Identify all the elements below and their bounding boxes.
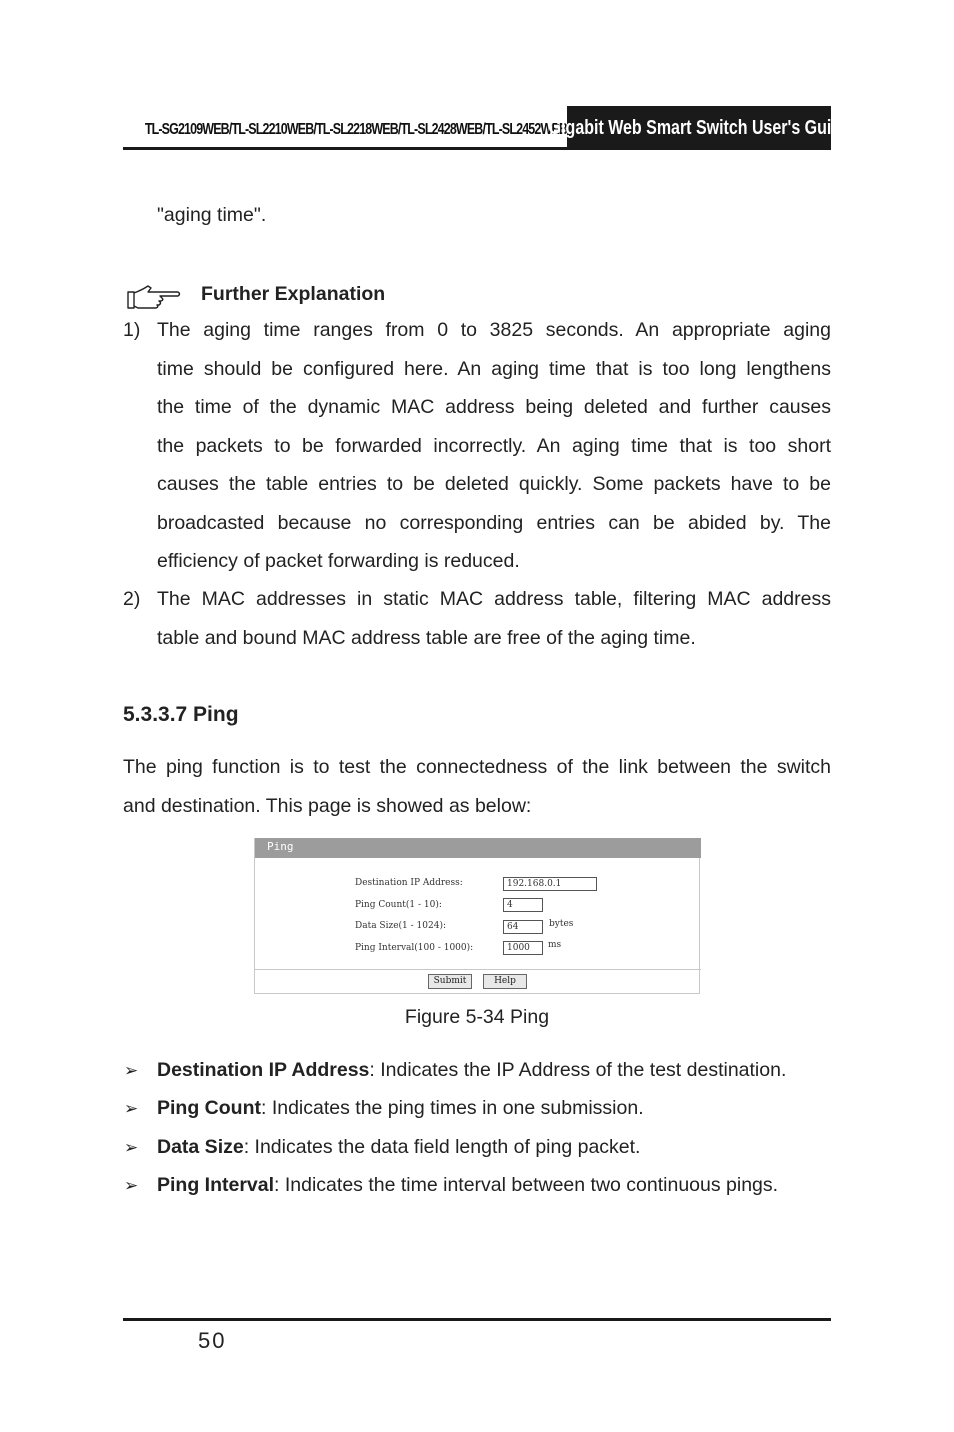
figure-caption: Figure 5-34 Ping [404, 1006, 550, 1028]
paragraph-line: broadcasted because no corresponding entries can be abided by. The [157, 511, 831, 534]
panel-divider [255, 969, 701, 970]
data-size-input[interactable]: 64 [503, 920, 543, 934]
paragraph-line: The MAC addresses in static MAC address table, filtering MAC address [157, 588, 831, 610]
pointing-hand-icon [124, 282, 182, 312]
ping-count-label: Ping Count(1 - 10): [355, 900, 442, 910]
ping-screenshot-figure [254, 838, 700, 994]
paragraph-line: The aging time ranges from 0 to 3825 seconds. An appropriate aging [157, 319, 831, 341]
arrow-bullet-icon: ➢ [124, 1061, 139, 1080]
submit-button[interactable]: Submit [428, 974, 472, 989]
explanation-paragraph-1 [157, 311, 831, 581]
arrow-bullet-icon: ➢ [124, 1176, 139, 1195]
bullet-description: : Indicates the time interval between two continuous pings. [274, 1174, 779, 1196]
paragraph-line: and destination. This page is showed as below: [123, 794, 532, 817]
list-item-number: 2) [123, 588, 141, 610]
help-button[interactable]: Help [483, 974, 527, 989]
page-number: 50 [198, 1328, 227, 1353]
paragraph-line: table and bound MAC address table are free of the aging time. [157, 626, 696, 649]
explanation-paragraph-2 [157, 580, 831, 657]
paragraph-line: efficiency of packet forwarding is reduced. [157, 550, 520, 572]
ping-count-input[interactable]: 4 [503, 898, 543, 912]
paragraph-line: the time of the dynamic MAC address being deleted and further causes [157, 396, 831, 418]
paragraph-line: time should be configured here. An aging time that is too long lengthens [157, 357, 831, 380]
bullet-term: Data Size [157, 1136, 244, 1158]
paragraph-line: causes the table entries to be deleted quickly. Some packets have to be [157, 473, 831, 495]
bullet-description: : Indicates the data field length of ping packet. [243, 1136, 641, 1158]
bullet-ping-interval [157, 1174, 778, 1197]
paragraph-line: The ping function is to test the connectedness of the link between the switch [123, 756, 831, 778]
bullet-destination-ip [157, 1059, 786, 1082]
bullet-term: Ping Interval [157, 1174, 275, 1196]
header-model-list: TL-SG2109WEB/TL-SL2210WEB/TL-SL2218WEB/TL-SL2428WEB/TL-SL2452WEB [144, 121, 567, 138]
bullet-data-size [157, 1136, 640, 1159]
intro-fragment: "aging time". [157, 204, 267, 226]
data-size-unit: bytes [549, 919, 574, 929]
bullet-description: : Indicates the ping times in one submission. [260, 1097, 644, 1119]
bullet-term: Ping Count [157, 1097, 261, 1119]
bullet-term: Destination IP Address [157, 1059, 370, 1081]
footer-rule [123, 1318, 831, 1321]
ping-interval-input[interactable]: 1000 [503, 941, 543, 955]
ping-interval-unit: ms [548, 940, 562, 950]
ping-interval-label: Ping Interval(100 - 1000): [355, 943, 474, 953]
section-heading: 5.3.3.7 Ping [123, 703, 239, 726]
header-rule [123, 147, 831, 150]
header-guide-title: Gigabit Web Smart Switch User's Guide [567, 106, 831, 150]
list-item-number: 1) [123, 319, 141, 341]
panel-title: Ping [267, 840, 294, 853]
panel-title-bar [255, 838, 701, 858]
section-body [123, 748, 831, 825]
arrow-bullet-icon: ➢ [124, 1099, 139, 1118]
bullet-ping-count [157, 1097, 644, 1120]
arrow-bullet-icon: ➢ [124, 1138, 139, 1157]
paragraph-line: the packets to be forwarded incorrectly. An aging time that is too short [157, 434, 831, 457]
further-explanation-title: Further Explanation [201, 283, 386, 305]
destination-ip-input[interactable]: 192.168.0.1 [503, 877, 597, 891]
destination-ip-label: Destination IP Address: [355, 878, 463, 888]
data-size-label: Data Size(1 - 1024): [355, 921, 446, 931]
bullet-description: : Indicates the IP Address of the test destination. [369, 1059, 787, 1081]
